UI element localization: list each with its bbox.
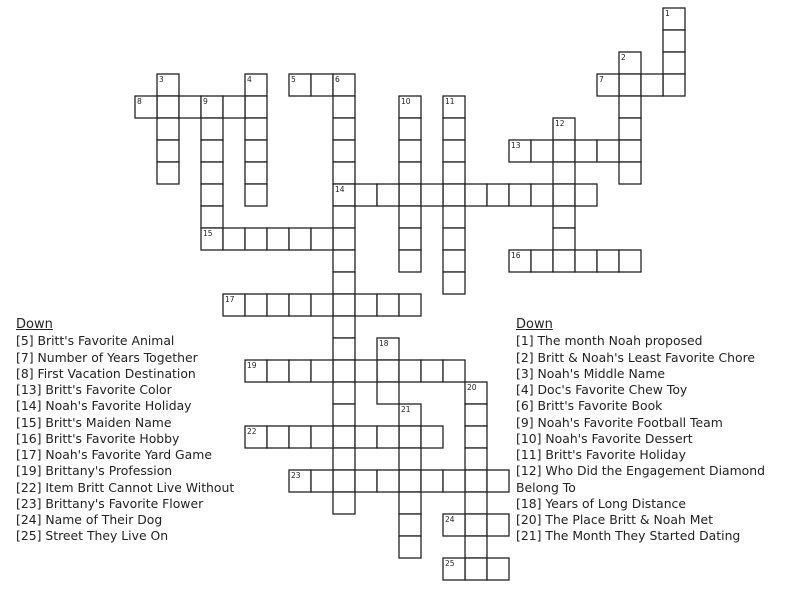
grid-cell[interactable] bbox=[245, 228, 267, 250]
grid-cell[interactable] bbox=[311, 426, 333, 448]
grid-cell[interactable] bbox=[355, 470, 377, 492]
grid-cell[interactable] bbox=[355, 360, 377, 382]
grid-cell[interactable] bbox=[311, 360, 333, 382]
grid-cell[interactable] bbox=[509, 184, 531, 206]
clue-number: 7 bbox=[599, 75, 604, 84]
grid-cell[interactable] bbox=[245, 118, 267, 140]
grid-cell[interactable] bbox=[597, 140, 619, 162]
clue-item: [9] Noah's Favorite Football Team bbox=[516, 414, 723, 430]
right-clue-list bbox=[516, 317, 788, 545]
grid-cell[interactable] bbox=[201, 184, 223, 206]
grid-cell[interactable] bbox=[289, 228, 311, 250]
clue-item: [7] Number of Years Together bbox=[16, 349, 198, 365]
clue-number: 22 bbox=[247, 427, 257, 436]
grid-cell[interactable] bbox=[311, 74, 333, 96]
grid-cell[interactable] bbox=[245, 184, 267, 206]
left-clue-heading: Down bbox=[16, 317, 53, 332]
clue-number: 5 bbox=[291, 75, 296, 84]
grid-cell[interactable] bbox=[619, 140, 641, 162]
grid-cell[interactable] bbox=[575, 140, 597, 162]
clue-number: 24 bbox=[445, 515, 455, 524]
grid-cell[interactable] bbox=[333, 272, 355, 294]
clue-item: [21] The Month They Started Dating bbox=[516, 528, 741, 544]
grid-cell[interactable] bbox=[465, 470, 487, 492]
grid-cell[interactable] bbox=[355, 426, 377, 448]
grid-cell[interactable] bbox=[377, 382, 399, 404]
grid-cell[interactable] bbox=[333, 250, 355, 272]
grid-cell[interactable] bbox=[443, 206, 465, 228]
grid-cell[interactable] bbox=[333, 470, 355, 492]
grid-cell[interactable] bbox=[399, 118, 421, 140]
clue-item: [25] Street They Live On bbox=[16, 528, 169, 544]
grid-cell[interactable] bbox=[663, 30, 685, 52]
grid-cell[interactable] bbox=[399, 360, 421, 382]
grid-cell[interactable] bbox=[333, 118, 355, 140]
grid-cell[interactable] bbox=[311, 470, 333, 492]
grid-cell[interactable] bbox=[157, 162, 179, 184]
grid-cell[interactable] bbox=[157, 118, 179, 140]
grid-cell[interactable] bbox=[157, 140, 179, 162]
grid-cell[interactable] bbox=[333, 492, 355, 514]
grid-cell[interactable] bbox=[377, 470, 399, 492]
clue-item: [15] Britt's Maiden Name bbox=[16, 414, 172, 430]
grid-cell[interactable] bbox=[267, 228, 289, 250]
grid-cell[interactable] bbox=[399, 206, 421, 228]
clue-number: 4 bbox=[247, 75, 252, 84]
grid-cell[interactable] bbox=[597, 250, 619, 272]
clue-number: 16 bbox=[511, 251, 521, 260]
clue-number: 15 bbox=[203, 229, 213, 238]
grid-cell[interactable] bbox=[421, 426, 443, 448]
grid-cell[interactable] bbox=[333, 206, 355, 228]
grid-cell[interactable] bbox=[377, 360, 399, 382]
grid-cell[interactable] bbox=[333, 162, 355, 184]
clue-item: [24] Name of Their Dog bbox=[16, 512, 163, 527]
grid-cell[interactable] bbox=[245, 294, 267, 316]
grid-cell[interactable] bbox=[399, 140, 421, 162]
clue-number: 14 bbox=[335, 185, 345, 194]
clue-number: 23 bbox=[291, 471, 301, 480]
clue-number: 25 bbox=[445, 559, 455, 568]
clue-item: [16] Britt's Favorite Hobby bbox=[16, 430, 180, 446]
grid-cell[interactable] bbox=[487, 514, 509, 536]
grid-cell[interactable] bbox=[267, 294, 289, 316]
clue-item: [22] Item Britt Cannot Live Without bbox=[16, 479, 235, 495]
grid-cell[interactable] bbox=[333, 140, 355, 162]
grid-cell[interactable] bbox=[399, 514, 421, 536]
grid-cell[interactable] bbox=[443, 360, 465, 382]
grid-cell[interactable] bbox=[531, 140, 553, 162]
grid-cell[interactable] bbox=[399, 184, 421, 206]
grid-cell[interactable] bbox=[333, 338, 355, 360]
grid-cell[interactable] bbox=[399, 448, 421, 470]
grid-cell[interactable] bbox=[487, 184, 509, 206]
grid-cell[interactable] bbox=[443, 140, 465, 162]
clue-item: [14] Noah's Favorite Holiday bbox=[16, 398, 192, 414]
grid-cell[interactable] bbox=[399, 536, 421, 558]
clue-number: 2 bbox=[621, 53, 626, 62]
clue-item: [17] Noah's Favorite Yard Game bbox=[16, 447, 212, 462]
grid-cell[interactable] bbox=[421, 470, 443, 492]
grid-cell[interactable] bbox=[201, 206, 223, 228]
clue-item: [13] Britt's Favorite Color bbox=[16, 382, 172, 397]
clue-item: [3] Noah's Middle Name bbox=[516, 365, 666, 381]
clue-item: [8] First Vacation Destination bbox=[16, 365, 196, 381]
grid-cell[interactable] bbox=[179, 96, 201, 118]
clue-item: [6] Britt's Favorite Book bbox=[516, 398, 663, 414]
clue-item: [20] The Place Britt & Noah Met bbox=[516, 512, 713, 527]
grid-cell[interactable] bbox=[443, 272, 465, 294]
grid-cell[interactable] bbox=[399, 426, 421, 448]
grid-cell[interactable] bbox=[443, 250, 465, 272]
grid-cell[interactable] bbox=[619, 74, 641, 96]
grid-cell[interactable] bbox=[399, 228, 421, 250]
clue-number: 11 bbox=[445, 97, 455, 106]
grid-cell[interactable] bbox=[575, 184, 597, 206]
grid-cell[interactable] bbox=[465, 404, 487, 426]
grid-cell[interactable] bbox=[399, 492, 421, 514]
grid-cell[interactable] bbox=[201, 118, 223, 140]
grid-cell[interactable] bbox=[311, 294, 333, 316]
grid-cell[interactable] bbox=[465, 184, 487, 206]
grid-cell[interactable] bbox=[355, 184, 377, 206]
grid-cell[interactable] bbox=[421, 360, 443, 382]
clue-item: [19] Brittany's Profession bbox=[16, 463, 173, 479]
grid-cell[interactable] bbox=[553, 250, 575, 272]
grid-cell[interactable] bbox=[443, 162, 465, 184]
grid-cell[interactable] bbox=[333, 96, 355, 118]
grid-cell[interactable] bbox=[619, 118, 641, 140]
clue-number: 10 bbox=[401, 97, 411, 106]
grid-cell[interactable] bbox=[619, 162, 641, 184]
grid-cell[interactable] bbox=[333, 426, 355, 448]
grid-cell[interactable] bbox=[553, 206, 575, 228]
grid-cell[interactable] bbox=[201, 162, 223, 184]
grid-cell[interactable] bbox=[289, 360, 311, 382]
grid-cell[interactable] bbox=[553, 140, 575, 162]
grid-cell[interactable] bbox=[641, 74, 663, 96]
grid-cell[interactable] bbox=[399, 250, 421, 272]
grid-cell[interactable] bbox=[333, 448, 355, 470]
grid-cell[interactable] bbox=[443, 184, 465, 206]
grid-cell[interactable] bbox=[245, 162, 267, 184]
grid-cell[interactable] bbox=[333, 360, 355, 382]
grid-cell[interactable] bbox=[663, 74, 685, 96]
clue-item: [23] Brittany's Favorite Flower bbox=[16, 495, 204, 511]
clue-number: 21 bbox=[401, 405, 411, 414]
grid-cell[interactable] bbox=[619, 96, 641, 118]
grid-cell[interactable] bbox=[663, 52, 685, 74]
grid-cell[interactable] bbox=[443, 228, 465, 250]
grid-cell[interactable] bbox=[333, 294, 355, 316]
clue-number: 19 bbox=[247, 361, 257, 370]
clue-item: [11] Britt's Favorite Holiday bbox=[516, 447, 686, 462]
grid-cell[interactable] bbox=[421, 184, 443, 206]
right-clue-heading: Down bbox=[516, 317, 553, 332]
grid-cell[interactable] bbox=[465, 448, 487, 470]
grid-cell[interactable] bbox=[377, 426, 399, 448]
grid-cell[interactable] bbox=[487, 470, 509, 492]
grid-cell[interactable] bbox=[333, 382, 355, 404]
clue-number: 13 bbox=[511, 141, 521, 150]
grid-cell[interactable] bbox=[333, 228, 355, 250]
grid-cell[interactable] bbox=[465, 536, 487, 558]
grid-cell[interactable] bbox=[465, 514, 487, 536]
grid-cell[interactable] bbox=[157, 96, 179, 118]
grid-cell[interactable] bbox=[399, 294, 421, 316]
grid-cell[interactable] bbox=[553, 162, 575, 184]
grid-cell[interactable] bbox=[355, 294, 377, 316]
grid-cell[interactable] bbox=[531, 250, 553, 272]
grid-cell[interactable] bbox=[443, 470, 465, 492]
clue-item: [1] The month Noah proposed bbox=[516, 333, 703, 349]
grid-cell[interactable] bbox=[531, 184, 553, 206]
grid-cell[interactable] bbox=[377, 184, 399, 206]
grid-cell[interactable] bbox=[223, 96, 245, 118]
grid-cell[interactable] bbox=[289, 294, 311, 316]
clue-item: [10] Noah's Favorite Dessert bbox=[516, 430, 693, 446]
clue-number: 20 bbox=[467, 383, 477, 392]
grid-cell[interactable] bbox=[399, 470, 421, 492]
grid-cell[interactable] bbox=[553, 184, 575, 206]
grid-cell[interactable] bbox=[245, 140, 267, 162]
grid-cell[interactable] bbox=[399, 162, 421, 184]
grid-cell[interactable] bbox=[377, 294, 399, 316]
clue-number: 8 bbox=[137, 97, 142, 106]
clue-item: [2] Britt & Noah's Least Favorite Chore bbox=[516, 349, 756, 365]
clue-number: 9 bbox=[203, 97, 208, 106]
clue-number: 1 bbox=[665, 9, 670, 18]
grid-cell[interactable] bbox=[311, 228, 333, 250]
clue-number: 6 bbox=[335, 75, 340, 84]
grid-cell[interactable] bbox=[201, 140, 223, 162]
clue-item: [12] Who Did the Engagement Diamond Belong To bbox=[516, 463, 765, 495]
grid-cell[interactable] bbox=[465, 426, 487, 448]
grid-cell[interactable] bbox=[223, 228, 245, 250]
grid-cell[interactable] bbox=[443, 118, 465, 140]
grid-cell[interactable] bbox=[465, 558, 487, 580]
grid-cell[interactable] bbox=[333, 404, 355, 426]
grid-cell[interactable] bbox=[487, 558, 509, 580]
grid-cell[interactable] bbox=[333, 316, 355, 338]
grid-cell[interactable] bbox=[289, 426, 311, 448]
grid-cell[interactable] bbox=[575, 250, 597, 272]
grid-cell[interactable] bbox=[465, 492, 487, 514]
grid-cell[interactable] bbox=[619, 250, 641, 272]
clue-item: [18] Years of Long Distance bbox=[516, 495, 686, 511]
grid-cell[interactable] bbox=[245, 96, 267, 118]
clue-number: 17 bbox=[225, 295, 235, 304]
clue-number: 18 bbox=[379, 339, 389, 348]
grid-cell[interactable] bbox=[553, 228, 575, 250]
clue-number: 12 bbox=[555, 119, 565, 128]
left-clue-list bbox=[16, 317, 276, 545]
clue-item: [4] Doc's Favorite Chew Toy bbox=[516, 382, 688, 397]
clue-item: [5] Britt's Favorite Animal bbox=[16, 333, 175, 349]
clue-number: 3 bbox=[159, 75, 164, 84]
